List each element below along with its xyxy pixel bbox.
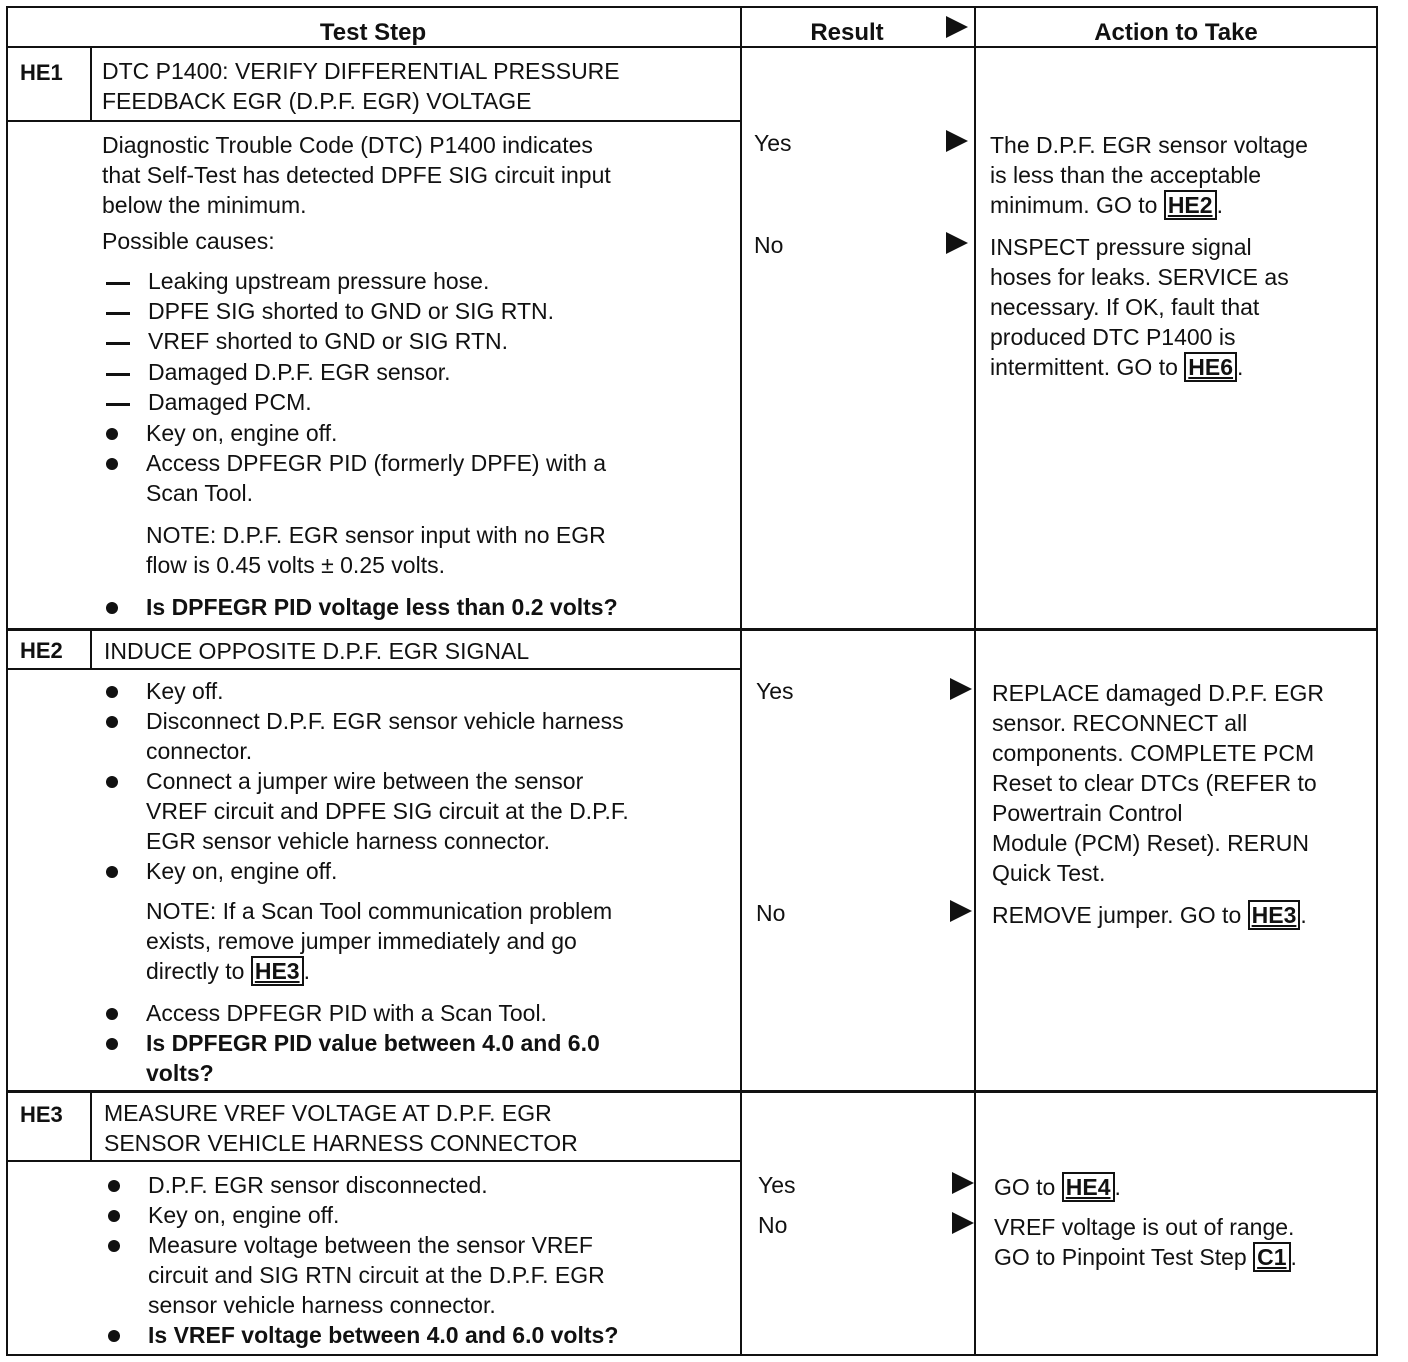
he3-question: Is VREF voltage between 4.0 and 6.0 volts? [148,1322,619,1348]
he1-yes-action-line1: The D.P.F. EGR sensor voltage [990,132,1308,158]
he1-yes-action-line2: is less than the acceptable [990,162,1262,188]
column-divider-result [740,6,742,1356]
he1-no-action-line2: hoses for leaks. SERVICE as [990,264,1289,290]
he1-no-action-line3: necessary. If OK, fault that [990,294,1260,320]
he2-yes-action-line5: Powertrain Control [992,800,1183,826]
he1-result-no: No [754,232,784,258]
bullet-icon [108,1240,120,1252]
he1-result-yes: Yes [754,130,792,156]
he3-yes-action-text: GO to [994,1174,1062,1200]
title-divider-he2 [6,668,742,670]
step-ref-c1[interactable]: C1 [1253,1242,1290,1272]
step-title-he1-line1: DTC P1400: VERIFY DIFFERENTIAL PRESSURE [102,58,620,84]
he3-bullet-3-line2: circuit and SIG RTN circuit at the D.P.F. EGR [148,1262,605,1288]
step-id-he2: HE2 [20,638,63,663]
he1-possible-causes-label: Possible causes: [102,228,275,254]
arrow-right-icon [950,678,972,700]
title-divider-he1 [6,120,742,122]
he1-cause-1: Leaking upstream pressure hose. [148,268,490,294]
he3-bullet-2: Key on, engine off. [148,1202,340,1228]
bullet-icon [106,458,118,470]
he3-result-no: No [758,1212,788,1238]
he2-note-line2: exists, remove jumper immediately and go [146,928,577,954]
table-border-top [6,6,1378,8]
he1-no-action-line5 [990,352,1243,382]
he1-bullet-2-cont: Scan Tool. [146,480,253,506]
arrow-right-icon [952,1172,974,1194]
step-id-he1: HE1 [20,60,63,85]
step-ref-he6[interactable]: HE6 [1184,352,1237,382]
step-title-he2: INDUCE OPPOSITE D.P.F. EGR SIGNAL [104,638,530,664]
dash-icon [106,282,130,285]
bullet-icon [106,866,118,878]
he3-no-action-text: GO to Pinpoint Test Step [994,1244,1254,1270]
he1-no-action-text: intermittent. GO to [990,354,1185,380]
header-arrow-icon [946,16,968,38]
table-border-bottom [6,1354,1378,1356]
bullet-icon [106,602,118,614]
id-divider-he3 [90,1090,92,1162]
he2-no-action-line1 [992,900,1307,930]
he1-no-action-line1: INSPECT pressure signal [990,234,1252,260]
he1-cause-2: DPFE SIG shorted to GND or SIG RTN. [148,298,555,324]
period: . [303,958,310,984]
period: . [1216,192,1223,218]
he2-bullet-5: Access DPFEGR PID with a Scan Tool. [146,1000,547,1026]
he2-yes-action-line7: Quick Test. [992,860,1106,886]
he2-yes-action-line6: Module (PCM) Reset). RERUN [992,830,1309,856]
he1-note-line1: NOTE: D.P.F. EGR sensor input with no EGR [146,522,606,548]
step-ref-he2[interactable]: HE2 [1164,190,1217,220]
he1-yes-action-line3 [990,190,1223,220]
header-result: Result [810,19,884,46]
bullet-icon [108,1180,120,1192]
he3-bullet-3-line1: Measure voltage between the sensor VREF [148,1232,593,1258]
bullet-icon [106,776,118,788]
period: . [1290,1244,1297,1270]
he1-cause-3: VREF shorted to GND or SIG RTN. [148,328,509,354]
arrow-right-icon [946,232,968,254]
he3-bullet-1: D.P.F. EGR sensor disconnected. [148,1172,488,1198]
he3-no-action-line2 [994,1242,1297,1272]
step-ref-he3[interactable]: HE3 [251,956,304,986]
he2-result-no: No [756,900,786,926]
he2-bullet-1: Key off. [146,678,224,704]
he2-yes-action-line1: REPLACE damaged D.P.F. EGR [992,680,1324,706]
header-test-step: Test Step [319,19,427,46]
he1-intro-line3: below the minimum. [102,192,307,218]
period: . [1237,354,1244,380]
arrow-right-icon [946,130,968,152]
he2-note-line1: NOTE: If a Scan Tool communication problem [146,898,613,924]
step-ref-he3[interactable]: HE3 [1248,900,1301,930]
title-divider-he3 [6,1160,742,1162]
dash-icon [106,373,130,376]
period: . [1114,1174,1121,1200]
he1-cause-4: Damaged D.P.F. EGR sensor. [148,359,451,385]
id-divider-he2 [90,628,92,670]
bullet-icon [106,716,118,728]
arrow-right-icon [952,1212,974,1234]
period: . [1300,902,1307,928]
row-divider-he3 [6,1090,1378,1093]
he2-question-line1: Is DPFEGR PID value between 4.0 and 6.0 [146,1030,600,1056]
he1-question: Is DPFEGR PID voltage less than 0.2 volts? [146,594,618,620]
he2-yes-action-line3: components. COMPLETE PCM [992,740,1315,766]
he1-no-action-line4: produced DTC P1400 is [990,324,1236,350]
he1-note-line2: flow is 0.45 volts ± 0.25 volts. [146,552,445,578]
dash-icon [106,403,130,406]
he1-intro-line2: that Self-Test has detected DPFE SIG circuit input [102,162,611,188]
column-divider-action [974,6,976,1356]
bullet-icon [106,1008,118,1020]
step-id-he3: HE3 [20,1102,63,1127]
table-border-left [6,6,8,1356]
he2-note-line3 [146,956,310,986]
step-title-he3-line1: MEASURE VREF VOLTAGE AT D.P.F. EGR [104,1100,552,1126]
he2-bullet-2-line1: Disconnect D.P.F. EGR sensor vehicle harness [146,708,624,734]
he3-yes-action-line1 [994,1172,1121,1202]
he3-result-yes: Yes [758,1172,796,1198]
he2-bullet-4: Key on, engine off. [146,858,338,884]
he2-question-line2: volts? [146,1060,214,1086]
he2-bullet-3-line3: EGR sensor vehicle harness connector. [146,828,550,854]
header-action: Action to Take [1094,19,1258,46]
bullet-icon [106,686,118,698]
he2-no-action-text: REMOVE jumper. GO to [992,902,1248,928]
he2-bullet-2-line2: connector. [146,738,253,764]
row-divider-he2 [6,628,1378,631]
dash-icon [106,342,130,345]
he1-yes-action-text: minimum. GO to [990,192,1164,218]
bullet-icon [106,428,118,440]
step-title-he3-line2: SENSOR VEHICLE HARNESS CONNECTOR [104,1130,578,1156]
bullet-icon [108,1210,120,1222]
bullet-icon [106,1038,118,1050]
he2-result-yes: Yes [756,678,794,704]
he2-bullet-3-line1: Connect a jumper wire between the sensor [146,768,584,794]
he2-yes-action-line2: sensor. RECONNECT all [992,710,1248,736]
he1-bullet-2: Access DPFEGR PID (formerly DPFE) with a [146,450,607,476]
arrow-right-icon [950,900,972,922]
diagnostic-table [6,6,1378,1356]
id-divider-he1 [90,46,92,122]
bullet-icon [108,1330,120,1342]
he2-yes-action-line4: Reset to clear DTCs (REFER to [992,770,1317,796]
he3-bullet-3-line3: sensor vehicle harness connector. [148,1292,496,1318]
he2-note-text: directly to [146,958,251,984]
step-title-he1-line2: FEEDBACK EGR (D.P.F. EGR) VOLTAGE [102,88,532,114]
step-ref-he4[interactable]: HE4 [1062,1172,1115,1202]
he1-intro-line1: Diagnostic Trouble Code (DTC) P1400 indicates [102,132,593,158]
he1-cause-5: Damaged PCM. [148,389,312,415]
table-border-right [1376,6,1378,1356]
he2-bullet-3-line2: VREF circuit and DPFE SIG circuit at the D.P.F. [146,798,629,824]
he1-bullet-1: Key on, engine off. [146,420,338,446]
dash-icon [106,312,130,315]
he3-no-action-line1: VREF voltage is out of range. [994,1214,1295,1240]
